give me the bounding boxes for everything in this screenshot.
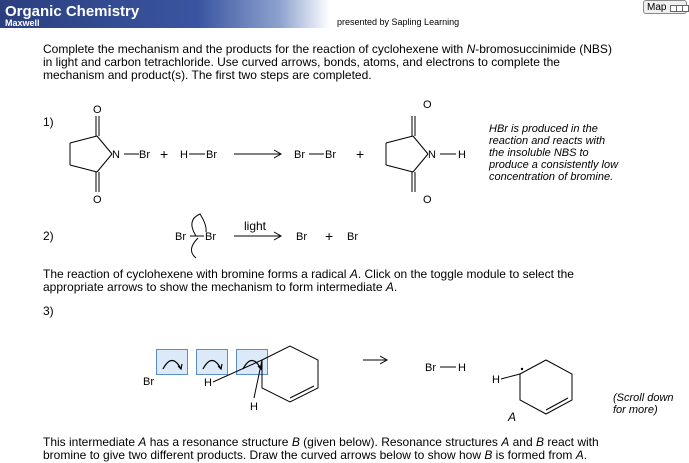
note-line-3: the insoluble NBS to bbox=[489, 147, 589, 159]
plus-sign: + bbox=[356, 146, 365, 162]
reaction-arrow-1 bbox=[234, 150, 281, 158]
succ-oxygen-top: O bbox=[423, 99, 432, 111]
intro-line-1: Complete the mechanism and the products for the reaction of cyclohexene with N-bromosuccinimide (NBS) bbox=[43, 42, 612, 56]
radical-line-1: The reaction of cyclohexene with bromine forms a radical A. Click on the toggle module to select the bbox=[43, 267, 574, 281]
nbs-molecule bbox=[70, 116, 139, 192]
presented-by: presented by Sapling Learning bbox=[337, 17, 460, 27]
radical-line-2: appropriate arrows to show the mechanism to form intermediate A. bbox=[43, 280, 398, 294]
light-label: light bbox=[244, 219, 267, 233]
plus-sign: + bbox=[160, 146, 169, 162]
note-line-4: produce a consistently low bbox=[489, 159, 619, 171]
note-line-5: concentration of bromine. bbox=[489, 171, 614, 183]
cyclohexene-ring bbox=[262, 346, 318, 402]
radical-a-ring bbox=[520, 360, 572, 414]
br2-left: Br bbox=[175, 231, 186, 243]
br2-atom-1: Br bbox=[294, 149, 305, 161]
nbs-oxygen-top: O bbox=[93, 104, 102, 116]
plus-sign: + bbox=[325, 228, 334, 244]
step-2-label: 2) bbox=[43, 229, 54, 243]
intermediate-a-label: A bbox=[508, 410, 517, 424]
allylic-hydrogen: H bbox=[204, 377, 212, 389]
hbr-bromine: Br bbox=[206, 149, 217, 161]
intro-line-3: mechanism and product(s). The first two steps are completed. bbox=[43, 68, 372, 82]
app-subtitle: Maxwell bbox=[5, 18, 40, 28]
bottom-line-1: This intermediate A has a resonance structure B (given below). Resonance structures A and B react with bbox=[43, 435, 599, 449]
step-1-label: 1) bbox=[43, 115, 54, 129]
fishhook-arrow-1 bbox=[192, 214, 206, 236]
radical-dot bbox=[521, 368, 523, 370]
succ-oxygen-bottom: O bbox=[423, 194, 432, 206]
step-3-label: 3) bbox=[43, 304, 54, 318]
note-line-2: reaction and reacts with bbox=[489, 135, 606, 147]
hbr-hydrogen: H bbox=[180, 149, 188, 161]
fishhook-arrow-2 bbox=[191, 238, 198, 258]
br2-atom-2: Br bbox=[325, 149, 336, 161]
succ-nitrogen: N bbox=[428, 149, 436, 161]
intro-line-2: in light and carbon tetrachloride. Use curved arrows, bonds, atoms, and electrons to complete the bbox=[43, 55, 560, 69]
br-radical-2: Br bbox=[347, 231, 358, 243]
nbs-bromine: Br bbox=[139, 149, 150, 161]
scroll-note-1: (Scroll down bbox=[613, 392, 674, 404]
br-radical-1: Br bbox=[296, 231, 307, 243]
bottom-line-2: bromine to give two different products. Draw the curved arrows below to show how B is formed from A. bbox=[43, 448, 588, 462]
radical-a-hydrogen: H bbox=[492, 374, 500, 386]
hbr-product-br: Br bbox=[425, 362, 436, 374]
note-line-1: HBr is produced in the bbox=[489, 123, 598, 135]
app-title: Organic Chemistry bbox=[5, 3, 140, 20]
succinimide-molecule bbox=[386, 116, 456, 192]
reaction-arrow-3 bbox=[363, 356, 387, 364]
hbr-product-h: H bbox=[458, 362, 466, 374]
br2-right: Br bbox=[205, 231, 216, 243]
reaction-arrow-2 bbox=[234, 232, 281, 240]
second-hydrogen: H bbox=[250, 401, 258, 413]
map-label: Map bbox=[647, 2, 667, 13]
scroll-note-2: for more) bbox=[613, 404, 658, 416]
nbs-nitrogen: N bbox=[112, 149, 120, 161]
nbs-oxygen-bottom: O bbox=[93, 194, 102, 206]
succ-hydrogen: H bbox=[458, 149, 466, 161]
br-radical-step3: Br bbox=[143, 376, 154, 388]
